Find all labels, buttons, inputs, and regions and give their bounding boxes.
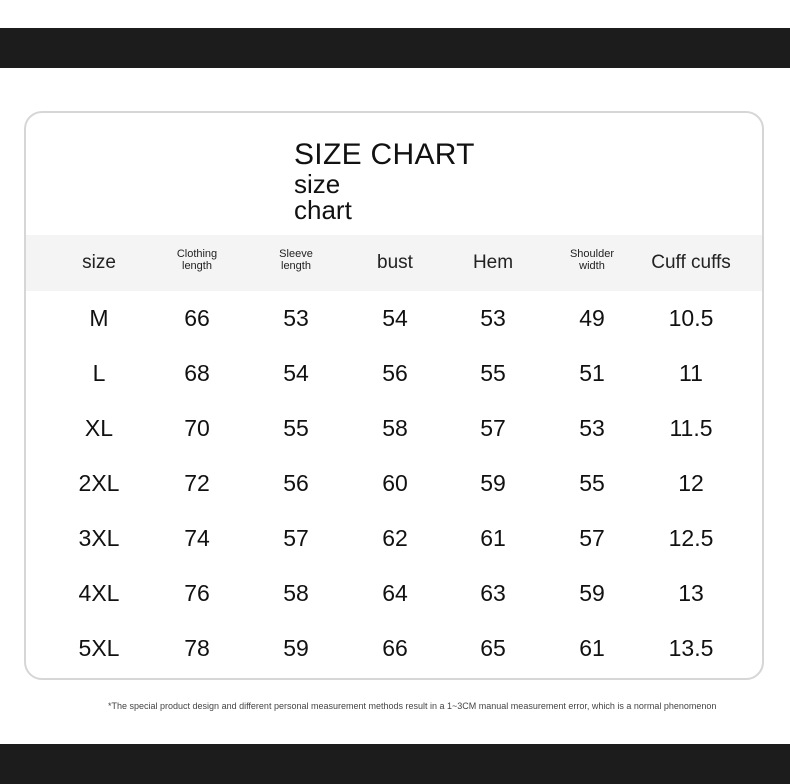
- table-cell-cuff: 12.5: [668, 525, 714, 551]
- table-row: [26, 346, 762, 401]
- table-cell-hem: 59: [480, 470, 506, 496]
- table-cell-bust: 60: [382, 470, 408, 496]
- table-cell-size: 2XL: [78, 470, 120, 496]
- table-row: [26, 291, 762, 346]
- column-header-cuff: [642, 235, 740, 291]
- table-cell-bust: 58: [382, 415, 408, 441]
- table-cell-bust: 54: [382, 305, 408, 331]
- column-header-label: Shoulder: [569, 248, 615, 260]
- column-header-label: length: [281, 260, 311, 272]
- table-cell-hem: 65: [480, 635, 506, 661]
- table-cell-clothing-length: 76: [184, 580, 210, 606]
- table-cell-shoulder-width: 57: [579, 525, 605, 551]
- column-header-label: Hem: [472, 252, 514, 273]
- table-cell-clothing-length: 68: [184, 360, 210, 386]
- column-header-label: Sleeve: [279, 248, 313, 260]
- table-row: [26, 566, 762, 621]
- table-cell-size: M: [89, 305, 109, 331]
- table-cell-size: XL: [84, 415, 114, 441]
- table-cell-sleeve-length: 59: [283, 635, 309, 661]
- table-cell-sleeve-length: 58: [283, 580, 309, 606]
- table-cell-sleeve-length: 55: [283, 415, 309, 441]
- table-cell-size: 4XL: [78, 580, 120, 606]
- table-row: [26, 401, 762, 456]
- table-cell-hem: 63: [480, 580, 506, 606]
- table-cell-cuff: 10.5: [668, 305, 714, 331]
- column-header-label: width: [579, 260, 605, 272]
- table-cell-cuff: 11.5: [669, 415, 713, 441]
- table-body: [26, 291, 762, 676]
- subtitle-line-1: size: [294, 169, 341, 199]
- table-cell-hem: 53: [480, 305, 506, 331]
- column-header-size: [50, 235, 148, 291]
- table-cell-clothing-length: 78: [184, 635, 210, 661]
- table-cell-clothing-length: 72: [184, 470, 210, 496]
- table-cell-cuff: 11: [679, 360, 703, 386]
- table-cell-shoulder-width: 51: [579, 360, 605, 386]
- table-cell-sleeve-length: 56: [283, 470, 309, 496]
- table-cell-size: 3XL: [78, 525, 120, 551]
- table-cell-sleeve-length: 53: [283, 305, 309, 331]
- title-block: [294, 139, 475, 223]
- column-header-label: Clothing: [176, 248, 218, 260]
- table-cell-size: L: [92, 360, 106, 386]
- table-header-row: [26, 235, 762, 291]
- column-header-label: length: [182, 260, 212, 272]
- table-row: [26, 621, 762, 676]
- column-header-sleeve-length: [247, 248, 345, 272]
- subtitle-line-2: chart: [294, 195, 352, 225]
- table-row: [26, 456, 762, 511]
- table-cell-cuff: 13: [678, 580, 704, 606]
- table-cell-bust: 62: [382, 525, 408, 551]
- column-header-clothing-length: [148, 248, 246, 272]
- table-cell-size: 5XL: [78, 635, 120, 661]
- table-cell-bust: 66: [382, 635, 408, 661]
- table-row: [26, 511, 762, 566]
- column-header-label: bust: [377, 252, 413, 273]
- measurement-footnote: *The special product design and different personal measurement methods result in a 1~3CM manual measurement error, which is a normal phenomenon: [108, 701, 717, 711]
- column-header-shoulder-width: [543, 248, 641, 272]
- bottom-banner-bar: [0, 744, 790, 784]
- table-cell-bust: 56: [382, 360, 408, 386]
- column-header-hem: [444, 235, 542, 291]
- table-cell-shoulder-width: 59: [579, 580, 605, 606]
- table-cell-clothing-length: 74: [184, 525, 210, 551]
- table-cell-cuff: 12: [678, 470, 704, 496]
- column-header-label: size: [82, 252, 116, 273]
- table-cell-shoulder-width: 53: [579, 415, 605, 441]
- table-cell-hem: 57: [480, 415, 506, 441]
- table-cell-sleeve-length: 54: [283, 360, 309, 386]
- table-cell-shoulder-width: 61: [579, 635, 605, 661]
- column-header-label: Cuff cuffs: [651, 252, 731, 273]
- table-cell-cuff: 13.5: [668, 635, 714, 661]
- table-cell-hem: 55: [480, 360, 506, 386]
- table-cell-bust: 64: [382, 580, 408, 606]
- table-cell-sleeve-length: 57: [283, 525, 309, 551]
- table-cell-clothing-length: 66: [184, 305, 210, 331]
- page-title: SIZE CHART: [294, 138, 475, 171]
- table-cell-shoulder-width: 49: [579, 305, 605, 331]
- table-cell-shoulder-width: 55: [579, 470, 605, 496]
- size-chart-card: [24, 111, 764, 680]
- top-banner-bar: [0, 28, 790, 68]
- column-header-bust: [346, 235, 444, 291]
- table-cell-clothing-length: 70: [184, 415, 210, 441]
- table-cell-hem: 61: [480, 525, 506, 551]
